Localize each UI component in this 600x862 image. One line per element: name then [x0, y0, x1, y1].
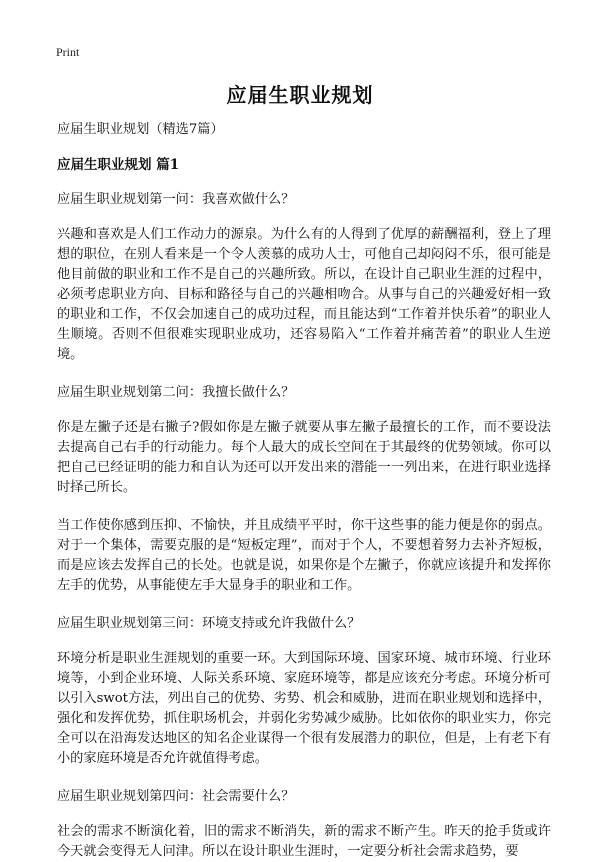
question-1-body: 兴趣和喜欢是人们工作动力的源泉。为什么有的人得到了优厚的薪酬福利，登上了理想的职位，在别人看来是一个令人羡慕的成功人士，可他自己却闷闷不乐，很可能是他目前做的职业和工作不是自己的兴趣所致。所以，在设计自己职业生涯的过程中，必须考虑职业方向、目标和路径与自己的兴趣相吻合。从事与自己的兴趣爱好相一致的职业和工作，不仅会加速自己的成功过程，而且能达到“工作着并快乐着”的职业人生顺境。否则不但很难实现职业成功，还容易陷入“工作着并痛苦着”的职业人生逆境。 — [57, 227, 551, 362]
question-2-body-2: 当工作使你感到压抑、不愉快，并且成绩平平时，你干这些事的能力便是你的弱点。对于一个集体，需要克服的是“短板定理”，而对于个人，不要想着努力去补齐短板，而是应该去发挥自己的长处。也就是说，如果你是个左撇子，你就应该提升和发挥你左手的优势，从事能使左手大显身手的职业和工作。 — [57, 518, 551, 593]
section-heading: 应届生职业规划 篇1 — [57, 157, 180, 173]
question-3-body: 环境分析是职业生涯规划的重要一环。大到国际环境、国家环境、城市环境、行业环境等，小到企业环境、人际关系环境、家庭环境等，都是应该充分考虑。环境分析可以引入swot方法，列出自己的优势、劣势、机会和威胁，进而在职业规划和选择中，强化和发挥优势，抓住职场机会，并弱化劣势减少威胁。比如依你的职业实力，你完全可以在沿海发达地区的知名企业谋得一个很有发展潜力的职位，但是，上有老下有小的家庭环境是否允许就值得考虑。 — [57, 651, 551, 766]
question-4: 应届生职业规划第四问：社会需要什么？ — [57, 789, 295, 804]
question-1: 应届生职业规划第一问：我喜欢做什么？ — [57, 192, 295, 207]
question-2: 应届生职业规划第二问：我擅长做什么？ — [57, 385, 295, 400]
question-3: 应届生职业规划第三问：环境支持或允许我做什么？ — [57, 616, 361, 631]
page-title: 应届生职业规划 — [226, 83, 374, 107]
question-2-body-1: 你是左撇子还是右撇子?假如你是左撇子就要从事左撇子最擅长的工作，而不要设法去提高自己右手的行动能力。每个人最大的成长空间在于其最终的优势领域。你可以把自己已经证明的能力和自认为还可以开发出来的潜能一一列出来，在进行职业选择时择己所长。 — [57, 420, 551, 495]
article-body — [57, 120, 551, 862]
print-link[interactable]: Print — [56, 45, 80, 59]
subtitle: 应届生职业规划（精选7篇） — [57, 122, 224, 137]
question-4-body: 社会的需求不断演化着，旧的需求不断消失，新的需求不断产生。昨天的抢手货或许今天就会变得无人问津。所以在设计职业生涯时，一定要分析社会需求趋势，要 — [57, 824, 551, 859]
